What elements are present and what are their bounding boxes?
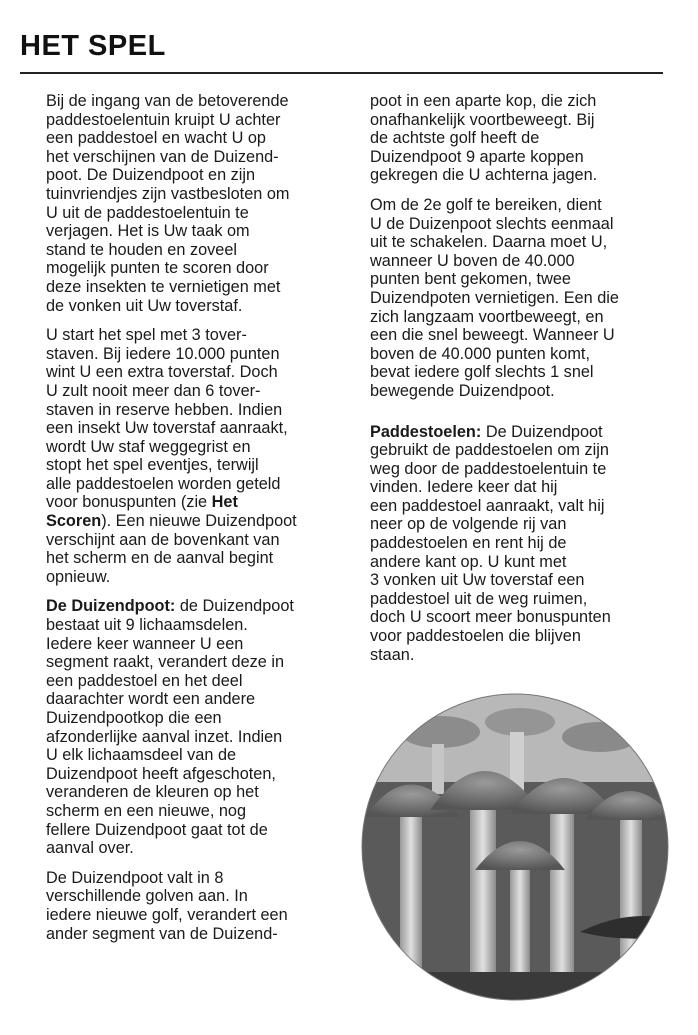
text-line: neer op de volgende rij van: [370, 515, 567, 534]
text-line: een paddestoel en het deel: [46, 671, 243, 690]
text-line: aanval over.: [46, 839, 134, 858]
text-line: zich langzaam voortbeweegt, en: [370, 307, 604, 326]
left-column: [46, 92, 346, 954]
text-line: een paddestoel en wacht U op: [46, 129, 266, 148]
text-line: paddestoel uit de weg ruimen,: [370, 589, 588, 608]
right-column: [370, 92, 670, 675]
text-line: verjagen. Het is Uw taak om: [46, 222, 250, 241]
text-line: doch U scoort meer bonuspunten: [370, 608, 611, 627]
text-line: [46, 512, 346, 531]
text-line: staan.: [370, 645, 415, 664]
section-heading: De Duizendpoot:: [46, 597, 176, 616]
text-line: U elk lichaamsdeel van de: [46, 746, 237, 765]
heads-paragraph: [370, 92, 670, 185]
text-line: boven de 40.000 punten komt,: [370, 344, 590, 363]
text-line: paddestoelentuin kruipt U achter: [46, 110, 281, 129]
text-line: ander segment van de Duizend-: [46, 924, 278, 943]
text-fragment: ). Een nieuwe Duizendpoot: [101, 512, 297, 531]
text-line: fellere Duizendpoot gaat tot de: [46, 820, 268, 839]
text-line: een die snel beweegt. Wanneer U: [370, 326, 615, 345]
text-fragment: de Duizendpoot: [175, 597, 294, 616]
text-line: verschillende golven aan. In: [46, 887, 248, 906]
wands-paragraph: [46, 326, 346, 586]
text-line: andere kant op. U kunt met: [370, 552, 567, 571]
waves-paragraph: [46, 869, 346, 943]
section-heading: Paddestoelen:: [370, 422, 482, 441]
text-line: alle paddestoelen worden geteld: [46, 474, 281, 493]
text-line: mogelijk punten te scoren door: [46, 259, 269, 278]
text-line: voor paddestoelen die blijven: [370, 627, 581, 646]
text-line: het verschijnen van de Duizend-: [46, 147, 279, 166]
text-line: afzonderlijke aanval inzet. Indien: [46, 727, 283, 746]
text-line: het scherm en de aanval begint: [46, 549, 274, 568]
text-line: iedere nieuwe golf, verandert een: [46, 905, 288, 924]
text-line: deze insekten te vernietigen met: [46, 277, 281, 296]
text-line: Duizendpoot 9 aparte koppen: [370, 147, 584, 166]
text-line: bestaat uit 9 lichaamsdelen.: [46, 616, 248, 635]
text-line: de achtste golf heeft de: [370, 129, 540, 148]
text-line: bewegende Duizendpoot.: [370, 381, 555, 400]
text-line: staven in reserve hebben. Indien: [46, 400, 283, 419]
text-line: vinden. Iedere keer dat hij: [370, 478, 558, 497]
second-wave-paragraph: [370, 196, 670, 401]
mushroom-garden-svg: [360, 692, 670, 1002]
text-line: opnieuw.: [46, 567, 111, 586]
text-line: uit te schakelen. Daarna moet U,: [370, 233, 608, 252]
page-title: HET SPEL: [20, 30, 166, 62]
text-line: staven. Bij iedere 10.000 punten: [46, 344, 280, 363]
text-line: punten bent gekomen, twee: [370, 270, 571, 289]
text-line: daarachter wordt een andere: [46, 690, 256, 709]
text-line: Bij de ingang van de betoverende: [46, 92, 289, 110]
text-line: 3 vonken uit Uw toverstaf een: [370, 571, 585, 590]
mushroom-garden-illustration: [360, 692, 670, 1002]
text-line: Om de 2e golf te bereiken, dient: [370, 195, 602, 214]
text-fragment: voor bonuspunten (zie: [46, 493, 212, 512]
scoring-reference-bold: Het: [211, 493, 238, 512]
text-line: stand te houden en zoveel: [46, 240, 238, 259]
text-line: U de Duizenpoot slechts eenmaal: [370, 214, 614, 233]
centipede-paragraph: [46, 597, 346, 857]
text-fragment: De Duizendpoot: [481, 422, 603, 441]
text-line: U uit de paddestoelentuin te: [46, 203, 249, 222]
text-line: Duizendpootkop die een: [46, 709, 222, 727]
text-line: poot in een aparte kop, die zich: [370, 92, 597, 110]
text-line: segment raakt, verandert deze in: [46, 653, 285, 672]
text-line: onafhankelijk voortbeweegt. Bij: [370, 110, 595, 129]
text-line: veranderen de kleuren op het: [46, 783, 259, 802]
text-line: wanneer U boven de 40.000: [370, 251, 575, 270]
text-line: een paddestoel aanraakt, valt hij: [370, 496, 605, 515]
text-line: scherm en een nieuwe, nog: [46, 801, 247, 820]
text-line: wint U een extra toverstaf. Doch: [46, 363, 278, 382]
text-line: poot. De Duizendpoot en zijn: [46, 166, 256, 185]
text-line: U start het spel met 3 tover-: [46, 326, 247, 345]
text-line: wordt Uw staf weggegrist en: [46, 437, 251, 456]
scoring-reference-bold: Scoren: [46, 512, 102, 531]
text-line: Iedere keer wanneer U een: [46, 634, 244, 653]
text-line: De Duizendpoot valt in 8: [46, 868, 224, 887]
intro-paragraph: [46, 92, 346, 315]
text-line: stopt het spel eventjes, terwijl: [46, 456, 259, 475]
text-line: tuinvriendjes zijn vastbesloten om: [46, 184, 290, 203]
text-line: Duizendpoot heeft afgeschoten,: [46, 764, 276, 783]
mushrooms-paragraph: [370, 423, 670, 665]
text-line: paddestoelen en rent hij de: [370, 534, 567, 553]
text-line: gebruikt de paddestoelen om zijn: [370, 441, 609, 460]
text-line: weg door de paddestoelentuin te: [370, 459, 607, 478]
text-line: verschijnt aan de bovenkant van: [46, 530, 280, 549]
text-line: U zult nooit meer dan 6 tover-: [46, 381, 261, 400]
text-line: een insekt Uw toverstaf aanraakt,: [46, 419, 288, 438]
text-line: bevat iedere golf slechts 1 snel: [370, 363, 594, 382]
title-divider: [20, 72, 663, 74]
text-line: de vonken uit Uw toverstaf.: [46, 296, 243, 315]
text-line: [46, 597, 346, 616]
text-line: [46, 493, 346, 512]
text-line: gekregen die U achterna jagen.: [370, 166, 598, 185]
text-line: [370, 423, 670, 442]
text-line: Duizendpoten vernietigen. Een die: [370, 288, 619, 307]
